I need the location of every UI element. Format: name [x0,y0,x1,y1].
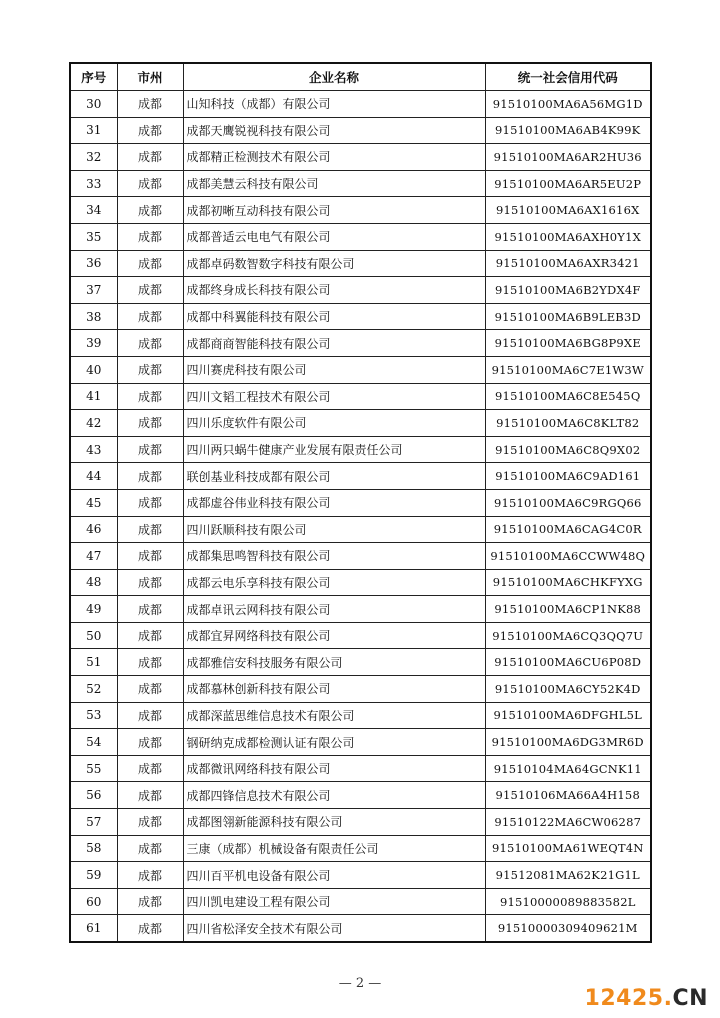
cell-serial-number: 36 [70,250,117,277]
table-row [70,383,651,410]
cell-city: 成都 [117,622,183,649]
cell-company-name: 四川乐度软件有限公司 [183,410,485,437]
table-row [70,223,651,250]
cell-company-name: 联创基业科技成都有限公司 [183,463,485,490]
header-credit-code: 统一社会信用代码 [485,63,651,91]
cell-credit-code: 91510100MA6AR2HU36 [485,144,651,171]
cell-serial-number: 33 [70,170,117,197]
table-row [70,436,651,463]
page-number: — 2 — [338,976,382,991]
table-row [70,649,651,676]
cell-serial-number: 31 [70,117,117,144]
cell-company-name: 成都终身成长科技有限公司 [183,277,485,304]
table-row [70,91,651,118]
cell-company-name: 成都雅信安科技服务有限公司 [183,649,485,676]
enterprise-table [69,62,652,943]
cell-serial-number: 32 [70,144,117,171]
cell-company-name: 四川跃顺科技有限公司 [183,516,485,543]
table-row [70,489,651,516]
cell-city: 成都 [117,117,183,144]
cell-company-name: 三康（成都）机械设备有限责任公司 [183,835,485,862]
cell-credit-code: 91510122MA6CW06287 [485,809,651,836]
cell-serial-number: 56 [70,782,117,809]
cell-city: 成都 [117,144,183,171]
cell-serial-number: 55 [70,755,117,782]
cell-city: 成都 [117,862,183,889]
table-row [70,330,651,357]
cell-city: 成都 [117,915,183,942]
cell-serial-number: 45 [70,489,117,516]
header-company-name: 企业名称 [183,63,485,91]
table-row [70,676,651,703]
cell-serial-number: 40 [70,356,117,383]
cell-serial-number: 47 [70,543,117,570]
watermark-cn: CN [672,986,708,1011]
cell-company-name: 四川赛虎科技有限公司 [183,356,485,383]
cell-credit-code: 91510100MA6AXR3421 [485,250,651,277]
cell-serial-number: 52 [70,676,117,703]
header-serial-number: 序号 [70,63,117,91]
cell-serial-number: 60 [70,888,117,915]
table-row [70,197,651,224]
cell-company-name: 成都中科翼能科技有限公司 [183,303,485,330]
cell-city: 成都 [117,277,183,304]
table-row [70,170,651,197]
cell-city: 成都 [117,383,183,410]
cell-serial-number: 53 [70,702,117,729]
cell-city: 成都 [117,223,183,250]
cell-serial-number: 57 [70,809,117,836]
cell-city: 成都 [117,543,183,570]
cell-credit-code: 91510100MA6A56MG1D [485,91,651,118]
cell-company-name: 山知科技（成都）有限公司 [183,91,485,118]
watermark-dot: . [663,986,673,1011]
cell-city: 成都 [117,330,183,357]
table-row [70,835,651,862]
cell-company-name: 成都图翎新能源科技有限公司 [183,809,485,836]
cell-company-name: 成都卓码数智数字科技有限公司 [183,250,485,277]
cell-company-name: 四川文韬工程技术有限公司 [183,383,485,410]
cell-credit-code: 91510100MA6C8Q9X02 [485,436,651,463]
table-row [70,144,651,171]
table-row [70,356,651,383]
cell-city: 成都 [117,809,183,836]
cell-city: 成都 [117,356,183,383]
cell-credit-code: 91510100MA6C9RGQ66 [485,489,651,516]
cell-credit-code: 91510100MA6C7E1W3W [485,356,651,383]
cell-company-name: 成都虚谷伟业科技有限公司 [183,489,485,516]
cell-city: 成都 [117,250,183,277]
table-row [70,410,651,437]
table-row [70,755,651,782]
cell-company-name: 四川省松泽安全技术有限公司 [183,915,485,942]
cell-city: 成都 [117,702,183,729]
cell-credit-code: 91510100MA6C8E545Q [485,383,651,410]
cell-credit-code: 915100000898835​82L [485,888,651,915]
table-row [70,303,651,330]
cell-company-name: 成都卓讯云网科技有限公司 [183,596,485,623]
cell-credit-code: 91510100MA6AR5EU2P [485,170,651,197]
cell-company-name: 钢研纳克成都检测认证有限公司 [183,729,485,756]
cell-serial-number: 38 [70,303,117,330]
cell-city: 成都 [117,596,183,623]
cell-credit-code: 91510106MA66A4H158 [485,782,651,809]
cell-serial-number: 58 [70,835,117,862]
enterprise-table-container [69,62,650,943]
cell-serial-number: 49 [70,596,117,623]
cell-city: 成都 [117,729,183,756]
cell-company-name: 成都精正检测技术有限公司 [183,144,485,171]
cell-serial-number: 51 [70,649,117,676]
cell-city: 成都 [117,489,183,516]
cell-serial-number: 59 [70,862,117,889]
table-row [70,888,651,915]
cell-company-name: 四川两只蜗牛健康产业发展有限责任公司 [183,436,485,463]
cell-credit-code: 91510100MA6C8KLT82 [485,410,651,437]
cell-city: 成都 [117,676,183,703]
table-row [70,862,651,889]
cell-credit-code: 91510100MA6B2YDX4F [485,277,651,304]
table-row [70,622,651,649]
table-row [70,729,651,756]
cell-credit-code: 91512081MA62K21G1L [485,862,651,889]
table-row [70,463,651,490]
cell-credit-code: 91510100MA6BG8P9XE [485,330,651,357]
table-row [70,117,651,144]
cell-credit-code: 91510104MA64GCNK11 [485,755,651,782]
cell-city: 成都 [117,835,183,862]
cell-serial-number: 50 [70,622,117,649]
cell-credit-code: 91510100MA6CU6P08D [485,649,651,676]
cell-credit-code: 91510100MA6CHKFYXG [485,569,651,596]
cell-serial-number: 48 [70,569,117,596]
cell-company-name: 成都商商智能科技有限公司 [183,330,485,357]
cell-serial-number: 44 [70,463,117,490]
table-row [70,915,651,942]
cell-city: 成都 [117,436,183,463]
cell-company-name: 成都普适云电电气有限公司 [183,223,485,250]
table-row [70,277,651,304]
cell-company-name: 四川凯电建设工程有限公司 [183,888,485,915]
cell-credit-code: 91510100MA6CQ3QQ7U [485,622,651,649]
cell-serial-number: 61 [70,915,117,942]
table-body [70,91,651,943]
cell-credit-code: 91510100MA6B9LEB3D [485,303,651,330]
cell-city: 成都 [117,410,183,437]
cell-credit-code: 91510100MA6C9AD161 [485,463,651,490]
cell-company-name: 成都深蓝思维信息技术有限公司 [183,702,485,729]
cell-serial-number: 34 [70,197,117,224]
cell-city: 成都 [117,516,183,543]
cell-company-name: 成都云电乐享科技有限公司 [183,569,485,596]
cell-company-name: 成都天鹰锐视科技有限公司 [183,117,485,144]
cell-city: 成都 [117,197,183,224]
cell-credit-code: 91510100MA6DG3MR6D [485,729,651,756]
table-row [70,543,651,570]
cell-serial-number: 37 [70,277,117,304]
table-row [70,516,651,543]
cell-company-name: 成都宜昇网络科技有限公司 [183,622,485,649]
table-row [70,250,651,277]
cell-credit-code: 91510100MA6CY52K4D [485,676,651,703]
cell-city: 成都 [117,303,183,330]
cell-city: 成都 [117,649,183,676]
cell-company-name: 成都美慧云科技有限公司 [183,170,485,197]
cell-company-name: 成都微讯网络科技有限公司 [183,755,485,782]
cell-credit-code: 91510000309409621M [485,915,651,942]
cell-serial-number: 39 [70,330,117,357]
cell-company-name: 四川百平机电设备有限公司 [183,862,485,889]
cell-serial-number: 42 [70,410,117,437]
cell-company-name: 成都初晰互动科技有限公司 [183,197,485,224]
cell-credit-code: 91510100MA6AX1616X [485,197,651,224]
cell-credit-code: 91510100MA6CP1NK88 [485,596,651,623]
cell-credit-code: 91510100MA6AXH0Y1X [485,223,651,250]
cell-city: 成都 [117,91,183,118]
cell-company-name: 成都四锋信息技术有限公司 [183,782,485,809]
table-row [70,569,651,596]
cell-credit-code: 91510100MA6AB4K99K [485,117,651,144]
header-city: 市州 [117,63,183,91]
cell-credit-code: 91510100MA6CAG4C0R [485,516,651,543]
cell-city: 成都 [117,569,183,596]
cell-city: 成都 [117,755,183,782]
cell-serial-number: 54 [70,729,117,756]
cell-city: 成都 [117,170,183,197]
cell-credit-code: 91510100MA6CCWW48Q [485,543,651,570]
cell-company-name: 成都集思鸣智科技有限公司 [183,543,485,570]
cell-serial-number: 35 [70,223,117,250]
table-row [70,702,651,729]
cell-city: 成都 [117,463,183,490]
table-row [70,596,651,623]
cell-serial-number: 43 [70,436,117,463]
table-row [70,809,651,836]
cell-city: 成都 [117,782,183,809]
cell-credit-code: 91510100MA6DFGHL5L [485,702,651,729]
site-watermark-logo [585,986,708,1011]
cell-serial-number: 41 [70,383,117,410]
cell-serial-number: 46 [70,516,117,543]
cell-serial-number: 30 [70,91,117,118]
table-row [70,782,651,809]
cell-credit-code: 91510100MA61WEQT4N [485,835,651,862]
cell-city: 成都 [117,888,183,915]
table-header-row [70,63,651,91]
watermark-number: 12425 [584,986,664,1011]
cell-company-name: 成都慕林创新科技有限公司 [183,676,485,703]
